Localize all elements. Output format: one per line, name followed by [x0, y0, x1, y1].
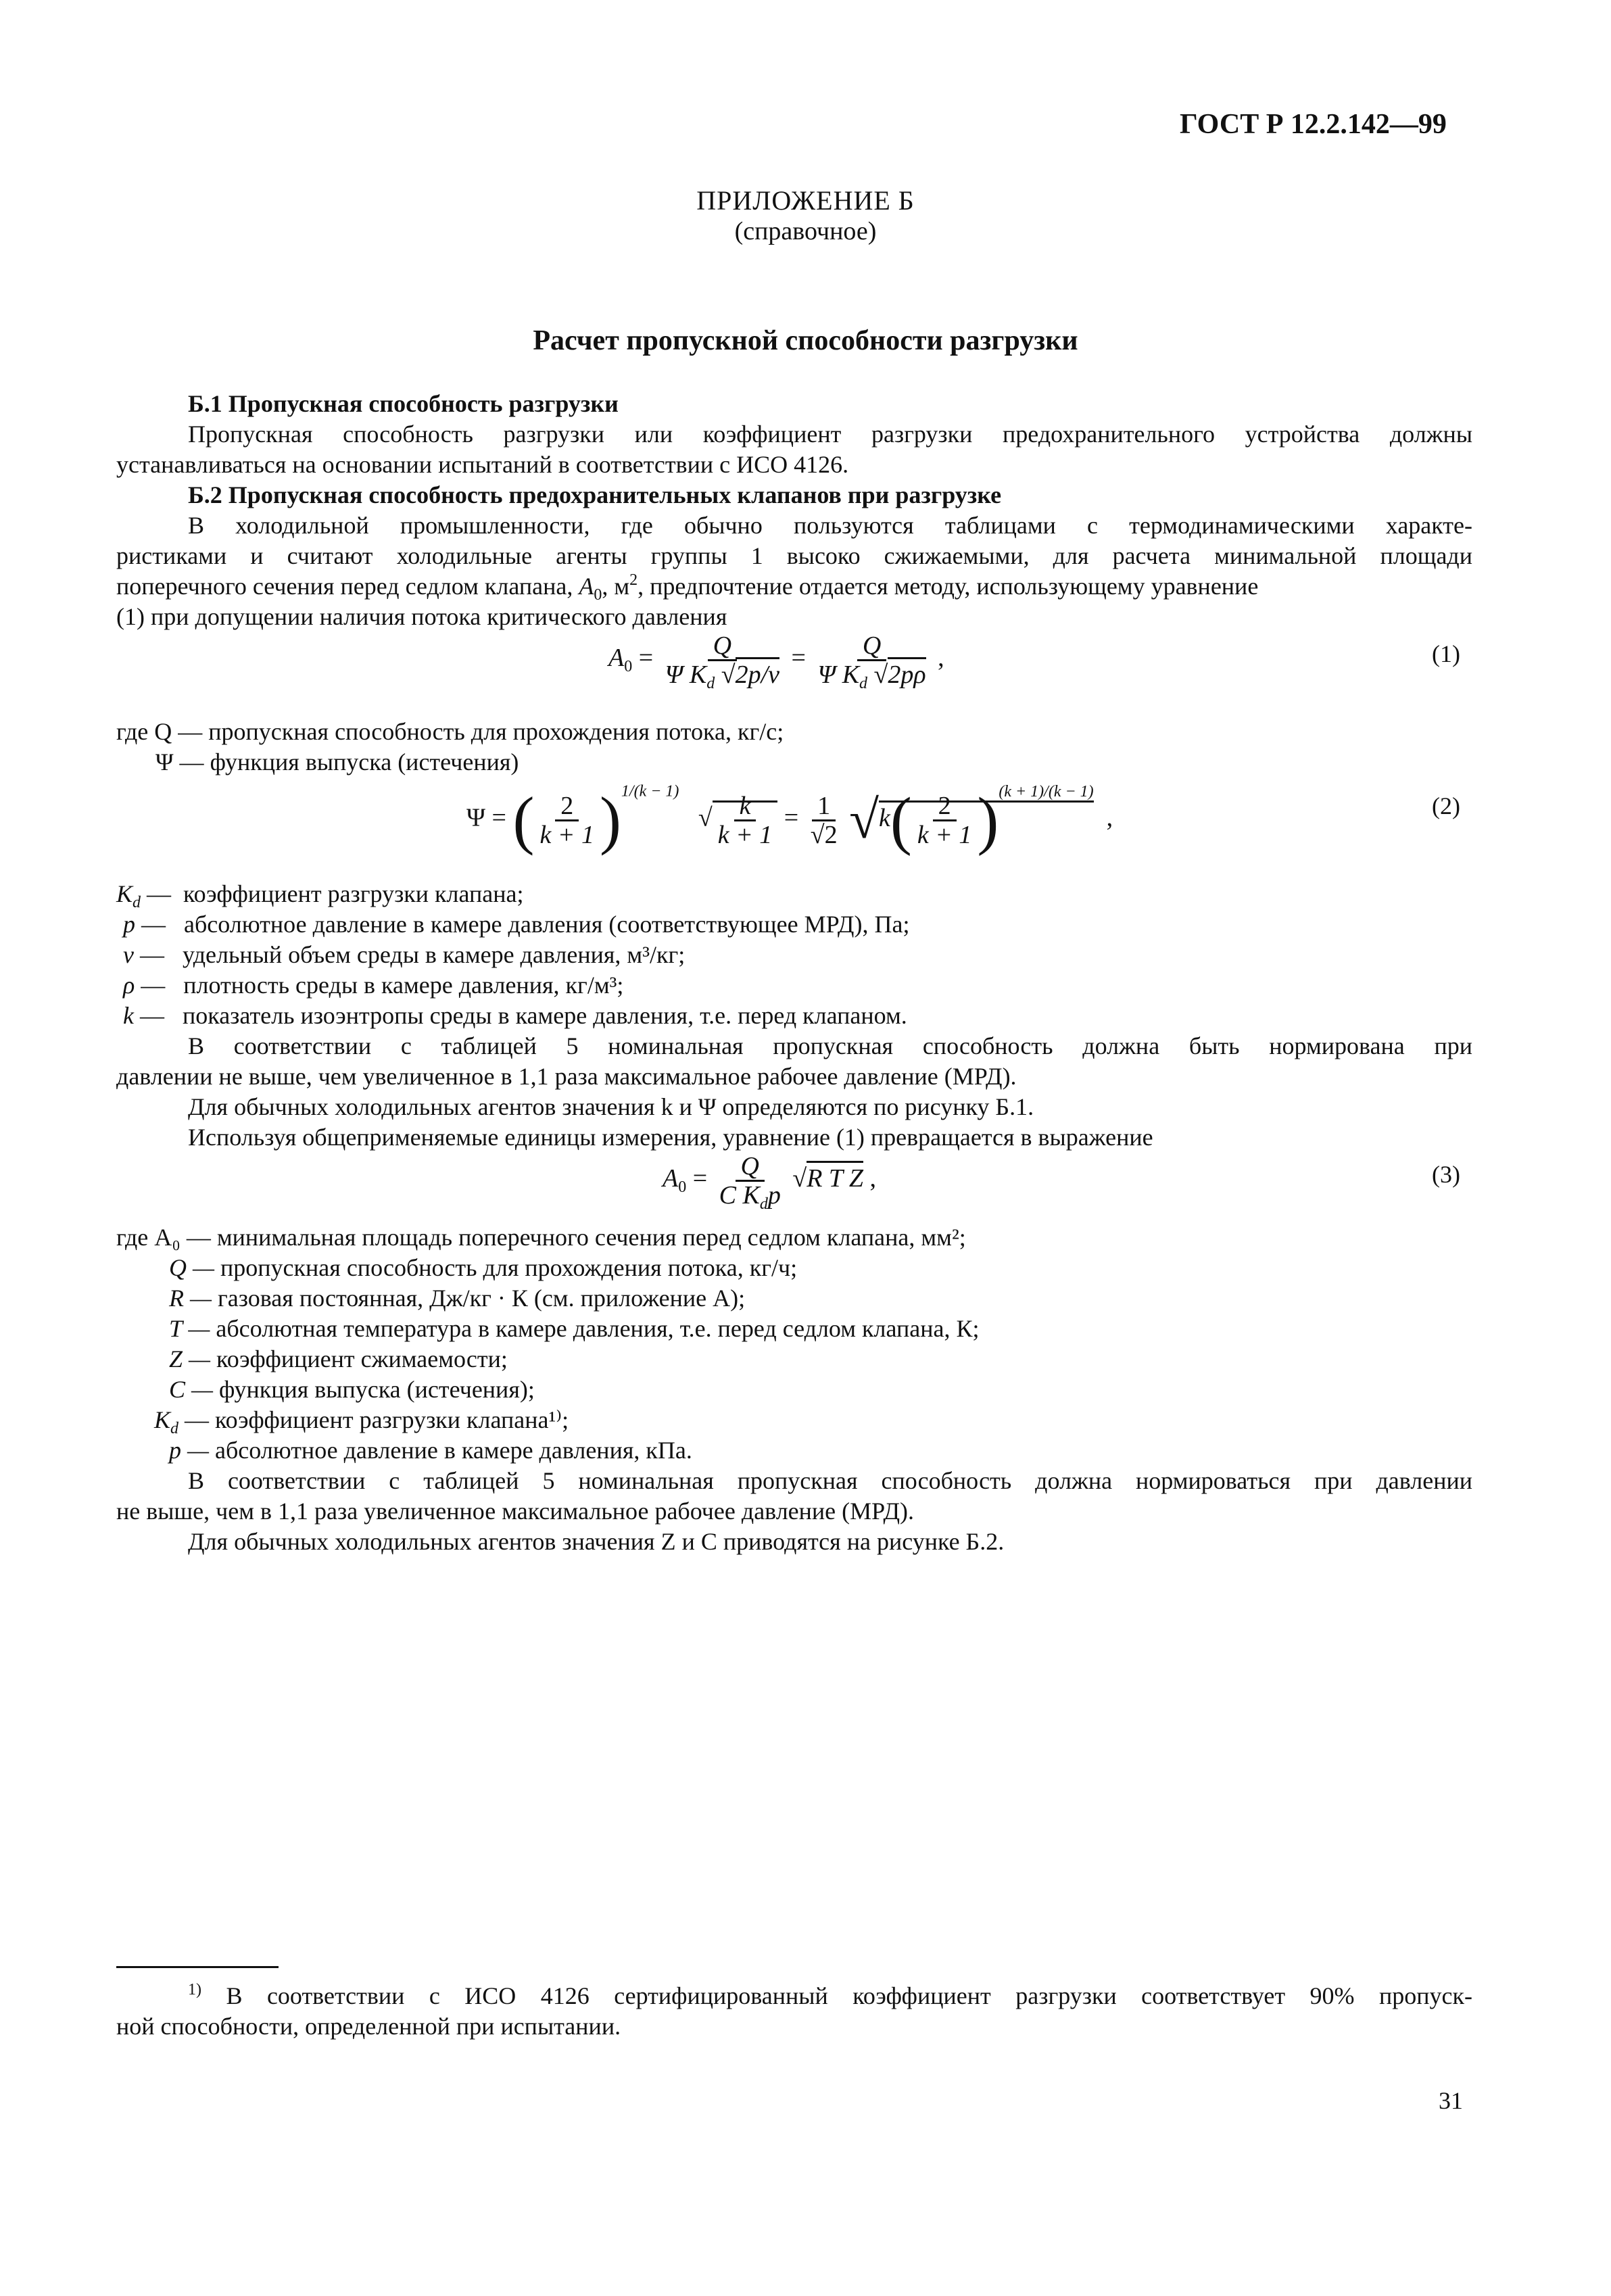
where-3-q: Q — пропускная способность для прохождения потока, кг/ч; [169, 1254, 798, 1281]
where-3-p: p — абсолютное давление в камере давления, кПа. [169, 1437, 692, 1464]
para3-line-2: не выше, чем в 1,1 раза увеличенное максимальное рабочее давление (МРД). [116, 1498, 915, 1525]
para2-line-3: Для обычных холодильных агентов значения k и Ψ определяются по рисунку Б.1. [188, 1093, 1034, 1120]
b1-text-line-2: устанавливаться на основании испытаний в соответствии с ИСО 4126. [116, 451, 849, 478]
appendix-title: ПРИЛОЖЕНИЕ Б [696, 185, 915, 216]
para2-line-1: В соответствии с таблицей 5 номинальная пропускная способность должна быть нормирована при [188, 1032, 1472, 1059]
equation-3-number: (3) [1432, 1161, 1460, 1188]
para3-line-1: В соответствии с таблицей 5 номинальная пропускная способность должна нормироваться при давлении [188, 1467, 1472, 1494]
b2-text-line-3: поперечного сечения перед седлом клапана, $A_0$, $м^2$, предпочтение отдается методу, использующему уравнение [116, 571, 1259, 604]
para2-line-2: давлении не выше, чем увеличенное в 1,1 раза максимальное рабочее давление (МРД). [116, 1063, 1017, 1090]
document-id: ГОСТ Р 12.2.142—99 [1180, 109, 1447, 140]
equation-1: $A_0$ = $\frac{Q}{\Psi K_d √2p/v}$ = $\frac{Q}{\Psi K_d √2p\rho}$ , [608, 631, 944, 692]
b1-heading: Б.1 Пропускная способность разгрузки [188, 390, 619, 417]
para2-line-4: Используя общеприменяемые единицы измерения, уравнение (1) превращается в выражение [188, 1124, 1153, 1151]
footnote-line-1: $^{1)}$ В соответствии с ИСО 4126 сертифицированный коэффициент разгрузки соответствует 90% пропуск- [188, 1981, 1472, 2009]
equation-2: Ψ = ( $\frac{2}{k + 1}$ )$^{1/(k - 1)}$ √ $\frac{k}{k + 1}$ = $\frac{1}{√2}$ √k( $\frac{2}{k + 1}$ )$^{(k + 1)/(k - 1)}$ , [466, 782, 1113, 856]
b2-text-line-4: (1) при допущении наличия потока критического давления [116, 603, 727, 630]
where-2-kd: $K_d$ — коэффициент разгрузки клапана; [116, 880, 524, 911]
b2-text-line-1: В холодильной промышленности, где обычно пользуются таблицами с термодинамическими характе- [188, 512, 1472, 539]
where-3-r: R — газовая постоянная, Дж/кг · К (см. приложение А); [169, 1285, 746, 1312]
para3-line-3: Для обычных холодильных агентов значения Z и C приводятся на рисунке Б.2. [188, 1528, 1005, 1555]
where-3-t: T — абсолютная температура в камере давления, т.е. перед седлом клапана, К; [169, 1315, 980, 1342]
where-2-k: k — показатель изоэнтропы среды в камере давления, т.е. перед клапаном. [123, 1002, 907, 1029]
equation-2-number: (2) [1432, 792, 1460, 819]
b2-text-line-2: ристиками и считают холодильные агенты группы 1 высоко сжижаемыми, для расчета минимальной площади [116, 542, 1472, 569]
b1-text-line-1: Пропускная способность разгрузки или коэффициент разгрузки предохранительного устройства должны [188, 421, 1472, 448]
where-3-a0: где A₀ — минимальная площадь поперечного сечения перед седлом клапана, мм²; [116, 1224, 966, 1251]
where-2-v: v — удельный объем среды в камере давления, м³/кг; [123, 941, 686, 968]
equation-3: $A_0$ = $\frac{Q}{C K_dp}$ √R T Z , [663, 1152, 877, 1213]
appendix-subtitle: (справочное) [734, 217, 877, 245]
where-3-z: Z — коэффициент сжимаемости; [169, 1345, 508, 1372]
where-1-psi: Ψ — функция выпуска (истечения) [155, 748, 519, 775]
footnote-line-2: ной способности, определенной при испытании. [116, 2013, 621, 2040]
where-2-p: p — абсолютное давление в камере давления (соответствующее МРД), Па; [123, 911, 910, 938]
b2-heading: Б.2 Пропускная способность предохранительных клапанов при разгрузке [188, 481, 1002, 508]
section-title: Расчет пропускной способности разгрузки [533, 325, 1078, 356]
where-3-kd: $K_d$ — коэффициент разгрузки клапана¹⁾; [154, 1406, 569, 1437]
footnote-divider [116, 1966, 279, 1968]
where-3-c: C — функция выпуска (истечения); [169, 1376, 535, 1403]
page-number: 31 [1439, 2087, 1463, 2114]
where-2-rho: ρ — плотность среды в камере давления, кг/м³; [123, 972, 624, 999]
equation-1-number: (1) [1432, 640, 1460, 667]
where-1-lead: где Q — пропускная способность для прохождения потока, кг/с; [116, 718, 784, 745]
